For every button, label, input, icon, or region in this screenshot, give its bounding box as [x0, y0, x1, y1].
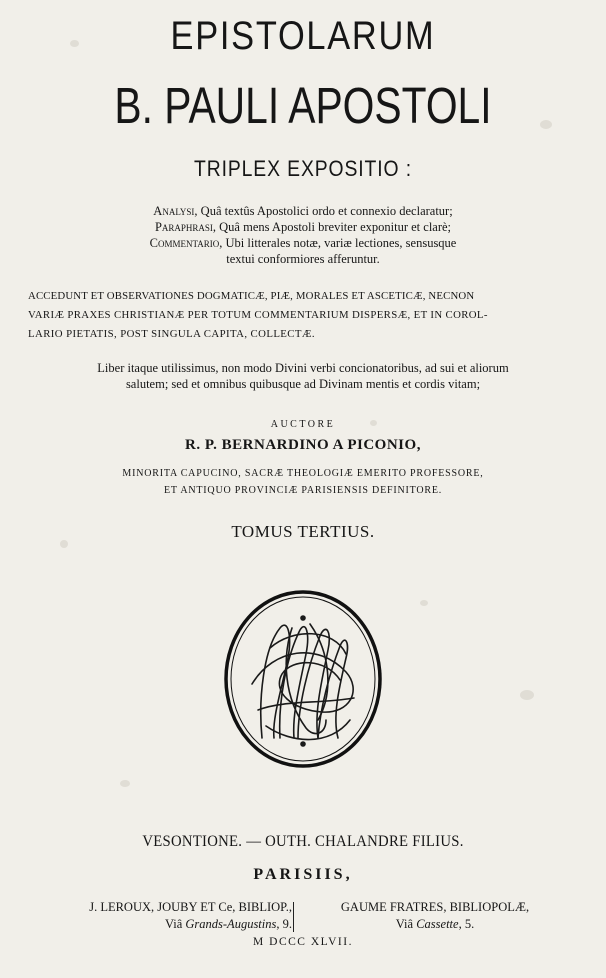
title-epistolarum: EPISTOLARUM [170, 14, 436, 58]
auctore-label: AUCTORE [270, 419, 336, 430]
liber-line: salutem; sed et omnibus quibusque ad Divinam mentis et cordis vitam; [125, 377, 481, 391]
description-text: , Quâ textûs Apostolici ordo et connexio declaratur; [194, 204, 453, 218]
description-keyword: Commentario [149, 236, 220, 250]
publisher-left [34, 899, 292, 933]
monogram-svg [222, 588, 384, 770]
city-parisiis: PARISIIS, [253, 866, 353, 883]
foxing-speck [120, 780, 130, 787]
volume-label: TOMUS TERTIUS. [231, 522, 375, 541]
foxing-speck [520, 690, 534, 700]
description-line [0, 219, 606, 235]
publisher-right-street: Cassette [416, 917, 459, 931]
publisher-right-via: Viâ [395, 917, 414, 931]
publication-date: M DCCC XLVII. [253, 936, 353, 948]
printer-line: VESONTIONE. — OUTH. CHALANDRE FILIUS. [142, 833, 464, 850]
publisher-divider [293, 902, 294, 932]
description-line [0, 203, 606, 219]
publisher-left-street: Grands-Augustins [185, 917, 277, 931]
foxing-speck [70, 40, 79, 47]
description-line [0, 251, 606, 267]
author-name: R. P. BERNARDINO A PICONIO, [185, 437, 421, 453]
foxing-speck [60, 540, 68, 548]
liber-paragraph [0, 360, 606, 392]
title-b-pauli-apostoli: B. PAULI APOSTOLI [114, 77, 492, 134]
foxing-speck [370, 420, 377, 426]
description-block [0, 203, 606, 267]
publisher-left-via: Viâ [164, 917, 183, 931]
accedunt-line: LARIO PIETATIS, POST SINGULA CAPITA, COLLECTÆ. [28, 328, 316, 340]
publisher-right-name: GAUME FRATRES, BIBLIOPOLÆ, [340, 900, 530, 914]
description-keyword: Paraphrasi [154, 220, 213, 234]
foxing-speck [420, 600, 428, 606]
monogram-emblem [222, 588, 384, 770]
liber-line: Liber itaque utilissimus, non modo Divini verbi concionatoribus, ad sui et aliorum [97, 361, 509, 375]
description-keyword: Analysi [153, 204, 195, 218]
publisher-right-number: , 5. [458, 917, 475, 931]
author-role-line: ET ANTIQUO PROVINCIÆ PARISIENSIS DEFINITORE. [163, 485, 443, 496]
accedunt-line: VARIÆ PRAXES CHRISTIANÆ PER TOTUM COMMENTARIUM DISPERSÆ, ET IN COROL- [28, 309, 488, 321]
description-text: , Ubi litterales notæ, variæ lectiones, sensusque [219, 236, 457, 250]
accedunt-paragraph [28, 287, 580, 344]
accedunt-line: ACCEDUNT ET OBSERVATIONES DOGMATICÆ, PIÆ, MORALES ET ASCETICÆ, NECNON [28, 290, 475, 302]
author-role-line: MINORITA CAPUCINO, SACRÆ THEOLOGIÆ EMERITO PROFESSORE, [122, 468, 484, 479]
description-text: , Quâ mens Apostoli breviter exponitur et clarè; [212, 220, 452, 234]
publisher-right-address [300, 916, 570, 933]
title-triplex-expositio: TRIPLEX EXPOSITIO : [194, 156, 412, 181]
publisher-left-address [34, 916, 292, 933]
publisher-left-name: J. LEROUX, JOUBY ET Ce, BIBLIOP., [89, 900, 292, 914]
description-line [0, 235, 606, 251]
publisher-left-number: , 9. [276, 917, 292, 931]
author-roles [0, 465, 606, 499]
foxing-speck [540, 120, 552, 129]
description-text: textui conformiores afferuntur. [226, 252, 380, 266]
publisher-right [300, 899, 570, 933]
